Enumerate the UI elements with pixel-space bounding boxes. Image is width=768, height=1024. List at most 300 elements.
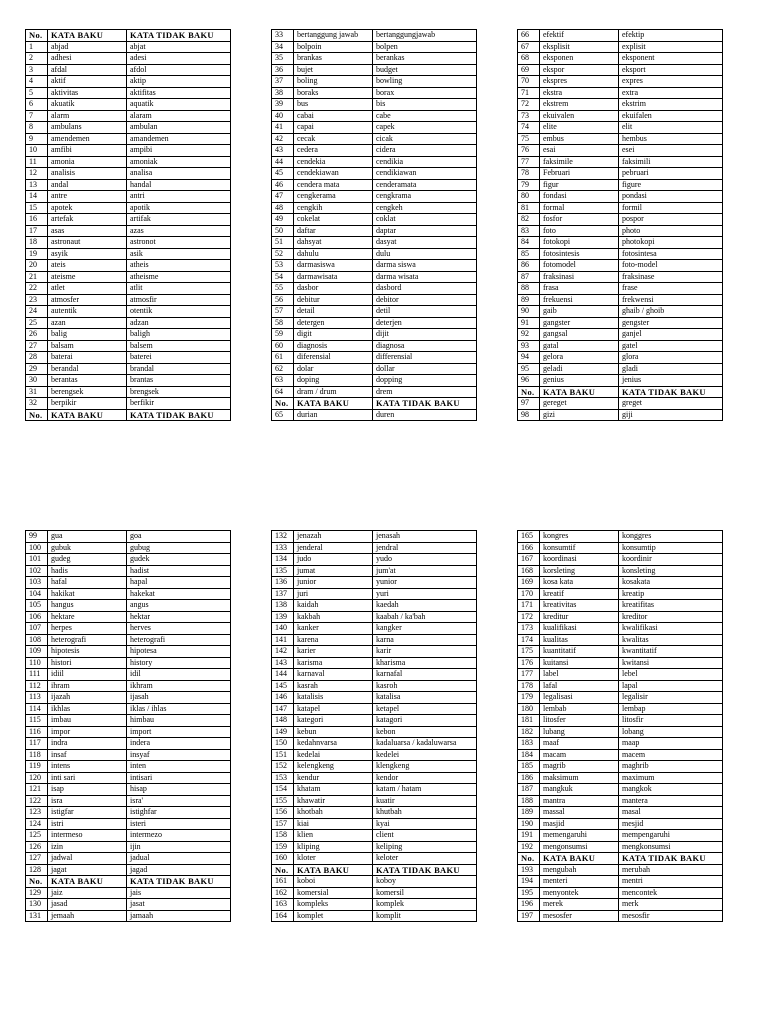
kata-baku: fondasi [540, 191, 619, 203]
table-row [272, 248, 477, 260]
row-number: 9 [26, 133, 48, 145]
row-number: 29 [26, 363, 48, 375]
kata-baku: kaidah [294, 600, 373, 612]
table-row [518, 841, 723, 853]
row-number: 32 [26, 398, 48, 410]
kata-baku: ekuivalen [540, 110, 619, 122]
kata-tidak-baku: isra' [127, 795, 231, 807]
kata-tidak-baku: kadaluarsa / kadaluwarsa [373, 738, 477, 750]
table-row [26, 294, 231, 306]
table-row [26, 830, 231, 842]
table-row [518, 409, 723, 421]
kata-tidak-baku: capek [373, 122, 477, 134]
row-number: 179 [518, 692, 540, 704]
row-number: No. [26, 409, 48, 421]
row-number: 19 [26, 248, 48, 260]
kata-baku: jumat [294, 565, 373, 577]
table-row [272, 554, 477, 566]
table-row [518, 726, 723, 738]
row-number: 137 [272, 588, 294, 600]
row-number: 56 [272, 294, 294, 306]
kata-baku: abjad [48, 41, 127, 53]
kata-baku: berengsek [48, 386, 127, 398]
table-row [26, 317, 231, 329]
kata-tidak-baku: kuatir [373, 795, 477, 807]
kata-tidak-baku: maghrib [619, 761, 723, 773]
kata-baku: balsam [48, 340, 127, 352]
kata-baku: asas [48, 225, 127, 237]
kata-baku: ihram [48, 680, 127, 692]
table-row [26, 237, 231, 249]
table-row [26, 214, 231, 226]
row-number: 177 [518, 669, 540, 681]
table-row [26, 715, 231, 727]
kata-tidak-baku: atlit [127, 283, 231, 295]
kata-baku: eksplisit [540, 41, 619, 53]
table-row [272, 703, 477, 715]
row-number: 140 [272, 623, 294, 635]
table-row [26, 853, 231, 865]
kata-tidak-baku: adesi [127, 53, 231, 65]
row-number: No. [26, 876, 48, 888]
header-row [518, 386, 723, 398]
kata-tidak-baku: cenderamata [373, 179, 477, 191]
row-number: 71 [518, 87, 540, 99]
row-number: 50 [272, 225, 294, 237]
table-row [272, 237, 477, 249]
vocab-table-1 [25, 29, 231, 421]
kata-tidak-baku: lembap [619, 703, 723, 715]
kata-baku: hadis [48, 565, 127, 577]
kata-baku: kreditur [540, 611, 619, 623]
kata-tidak-baku: mesjid [619, 818, 723, 830]
kata-tidak-baku: darma wisata [373, 271, 477, 283]
table-row [518, 611, 723, 623]
kata-baku: ekstrem [540, 99, 619, 111]
kata-baku: dasbor [294, 283, 373, 295]
table-row [272, 841, 477, 853]
kata-tidak-baku: cabe [373, 110, 477, 122]
row-number: No. [272, 398, 294, 410]
kata-baku: kualifikasi [540, 623, 619, 635]
kata-baku: diagnosis [294, 340, 373, 352]
table-row [518, 398, 723, 410]
table-row [518, 329, 723, 341]
row-number: 113 [26, 692, 48, 704]
table-row [518, 156, 723, 168]
row-number: 157 [272, 818, 294, 830]
kata-tidak-baku: idil [127, 669, 231, 681]
row-number: 55 [272, 283, 294, 295]
kata-tidak-baku: masal [619, 807, 723, 819]
kata-baku: intens [48, 761, 127, 773]
table-row [26, 646, 231, 658]
row-number: 159 [272, 841, 294, 853]
kata-tidak-baku: analisa [127, 168, 231, 180]
row-number: 172 [518, 611, 540, 623]
kata-tidak-baku: karna [373, 634, 477, 646]
table-row [26, 168, 231, 180]
table-row [272, 191, 477, 203]
table-row [26, 363, 231, 375]
table-row [272, 795, 477, 807]
table-row [518, 375, 723, 387]
table-row [26, 565, 231, 577]
row-number: 2 [26, 53, 48, 65]
table-row [518, 363, 723, 375]
kata-tidak-baku: KATA TIDAK BAKU [373, 398, 477, 410]
row-number: 86 [518, 260, 540, 272]
table-row [518, 830, 723, 842]
table-row [26, 248, 231, 260]
table-row [272, 692, 477, 704]
kata-baku: intermeso [48, 830, 127, 842]
row-number: No. [272, 864, 294, 876]
row-number: 171 [518, 600, 540, 612]
kata-baku: hipotesis [48, 646, 127, 658]
kata-baku: hakikat [48, 588, 127, 600]
kata-tidak-baku: berankas [373, 53, 477, 65]
table-row [26, 600, 231, 612]
kata-tidak-baku: keliping [373, 841, 477, 853]
table-row [26, 726, 231, 738]
kata-tidak-baku: ganjel [619, 329, 723, 341]
kata-baku: gudeg [48, 554, 127, 566]
kata-baku: kloter [294, 853, 373, 865]
table-row [26, 887, 231, 899]
row-number: 51 [272, 237, 294, 249]
kata-baku: ambulans [48, 122, 127, 134]
kata-tidak-baku: deterjen [373, 317, 477, 329]
kata-baku: imbau [48, 715, 127, 727]
kata-tidak-baku: cendikiawan [373, 168, 477, 180]
table-row [518, 887, 723, 899]
kata-tidak-baku: kwantitatif [619, 646, 723, 658]
row-number: 134 [272, 554, 294, 566]
row-number: 132 [272, 531, 294, 543]
row-number: 61 [272, 352, 294, 364]
kata-tidak-baku: ketapel [373, 703, 477, 715]
kata-baku: juri [294, 588, 373, 600]
kata-tidak-baku: katam / hatam [373, 784, 477, 796]
kata-baku: gaib [540, 306, 619, 318]
row-number: 145 [272, 680, 294, 692]
row-number: 92 [518, 329, 540, 341]
row-number: 103 [26, 577, 48, 589]
kata-tidak-baku: daptar [373, 225, 477, 237]
table-row [518, 669, 723, 681]
row-number: 77 [518, 156, 540, 168]
kata-tidak-baku: jagad [127, 864, 231, 876]
row-number: 178 [518, 680, 540, 692]
table-row [26, 76, 231, 88]
row-number: 95 [518, 363, 540, 375]
table-row [518, 646, 723, 658]
table-row [272, 784, 477, 796]
table-row [518, 542, 723, 554]
kata-baku: menyontek [540, 887, 619, 899]
row-number: 120 [26, 772, 48, 784]
row-number: 16 [26, 214, 48, 226]
kata-baku: KATA BAKU [48, 876, 127, 888]
row-number: 43 [272, 145, 294, 157]
kata-tidak-baku: drem [373, 386, 477, 398]
kata-tidak-baku: macem [619, 749, 723, 761]
table-row [518, 191, 723, 203]
kata-baku: jaiz [48, 887, 127, 899]
kata-baku: hangus [48, 600, 127, 612]
row-number: 192 [518, 841, 540, 853]
kata-baku: amfibi [48, 145, 127, 157]
row-number: 27 [26, 340, 48, 352]
kata-baku: hektare [48, 611, 127, 623]
kata-tidak-baku: frase [619, 283, 723, 295]
row-number: 162 [272, 887, 294, 899]
table-row [518, 271, 723, 283]
kata-tidak-baku: konggres [619, 531, 723, 543]
kata-tidak-baku: aktip [127, 76, 231, 88]
kata-baku: inti sari [48, 772, 127, 784]
row-number: 195 [518, 887, 540, 899]
kata-tidak-baku: figure [619, 179, 723, 191]
kata-baku: formal [540, 202, 619, 214]
table-row [272, 531, 477, 543]
kata-tidak-baku: komplek [373, 899, 477, 911]
kata-baku: cecak [294, 133, 373, 145]
table-row [518, 577, 723, 589]
kata-tidak-baku: KATA TIDAK BAKU [619, 853, 723, 865]
kata-baku: isap [48, 784, 127, 796]
kata-baku: karnaval [294, 669, 373, 681]
row-number: 70 [518, 76, 540, 88]
table-row [518, 761, 723, 773]
row-number: 128 [26, 864, 48, 876]
table-row [518, 30, 723, 42]
kata-tidak-baku: artifak [127, 214, 231, 226]
row-number: 35 [272, 53, 294, 65]
kata-baku: cendera mata [294, 179, 373, 191]
table-row [272, 179, 477, 191]
row-number: 17 [26, 225, 48, 237]
kata-baku: massal [540, 807, 619, 819]
row-number: 99 [26, 531, 48, 543]
kata-tidak-baku: atmosfir [127, 294, 231, 306]
kata-tidak-baku: KATA TIDAK BAKU [127, 30, 231, 42]
kata-baku: komplet [294, 910, 373, 922]
kata-baku: amendemen [48, 133, 127, 145]
kata-baku: maaf [540, 738, 619, 750]
row-number: 48 [272, 202, 294, 214]
row-number: 176 [518, 657, 540, 669]
table-row [26, 899, 231, 911]
row-number: 142 [272, 646, 294, 658]
row-number: 104 [26, 588, 48, 600]
row-number: 133 [272, 542, 294, 554]
kata-tidak-baku: hakekat [127, 588, 231, 600]
table-row [26, 531, 231, 543]
table-row [272, 386, 477, 398]
kata-tidak-baku: glora [619, 352, 723, 364]
table-row [272, 600, 477, 612]
kata-baku: jenazah [294, 531, 373, 543]
kata-tidak-baku: elit [619, 122, 723, 134]
kata-tidak-baku: kreatip [619, 588, 723, 600]
kata-baku: KATA BAKU [294, 864, 373, 876]
table-row [272, 409, 477, 421]
row-number: 88 [518, 283, 540, 295]
row-number: 49 [272, 214, 294, 226]
kata-tidak-baku: kreatifitas [619, 600, 723, 612]
kata-baku: diferensial [294, 352, 373, 364]
table-row [518, 214, 723, 226]
table-row [272, 761, 477, 773]
table-row [518, 87, 723, 99]
row-number: 118 [26, 749, 48, 761]
table-row [518, 53, 723, 65]
row-number: 185 [518, 761, 540, 773]
table-row [272, 634, 477, 646]
kata-tidak-baku: kangker [373, 623, 477, 635]
kata-baku: gelora [540, 352, 619, 364]
row-number: 13 [26, 179, 48, 191]
table-row [26, 87, 231, 99]
row-number: 186 [518, 772, 540, 784]
row-number: 39 [272, 99, 294, 111]
row-number: 65 [272, 409, 294, 421]
table-row [272, 830, 477, 842]
table-row [26, 669, 231, 681]
table-row [518, 237, 723, 249]
row-number: 38 [272, 87, 294, 99]
kata-tidak-baku: pondasi [619, 191, 723, 203]
kata-baku: idiil [48, 669, 127, 681]
kata-tidak-baku: pebruari [619, 168, 723, 180]
kata-baku: kongres [540, 531, 619, 543]
row-number: 83 [518, 225, 540, 237]
kata-baku: KATA BAKU [48, 30, 127, 42]
kata-tidak-baku: jenasah [373, 531, 477, 543]
table-row [518, 703, 723, 715]
table-row [272, 260, 477, 272]
table-row [26, 623, 231, 635]
table-row [272, 156, 477, 168]
kata-baku: junior [294, 577, 373, 589]
row-number: 81 [518, 202, 540, 214]
header-row [26, 30, 231, 42]
header-row [518, 853, 723, 865]
kata-tidak-baku: ambulan [127, 122, 231, 134]
table-row [26, 64, 231, 76]
table-row [518, 623, 723, 635]
kata-baku: histori [48, 657, 127, 669]
kata-tidak-baku: pospor [619, 214, 723, 226]
kata-baku: cengkih [294, 202, 373, 214]
kata-tidak-baku: indera [127, 738, 231, 750]
header-row [26, 876, 231, 888]
row-number: 152 [272, 761, 294, 773]
row-number: 109 [26, 646, 48, 658]
row-number: 73 [518, 110, 540, 122]
kata-baku: koboi [294, 876, 373, 888]
table-row [518, 76, 723, 88]
kata-tidak-baku: maximum [619, 772, 723, 784]
kata-baku: KATA BAKU [540, 386, 619, 398]
kata-tidak-baku: ampibi [127, 145, 231, 157]
kata-baku: ikhlas [48, 703, 127, 715]
kata-baku: detail [294, 306, 373, 318]
kata-tidak-baku: differensial [373, 352, 477, 364]
row-number: 106 [26, 611, 48, 623]
table-row [518, 352, 723, 364]
kata-baku: atlet [48, 283, 127, 295]
kata-tidak-baku: mentri [619, 876, 723, 888]
row-number: 89 [518, 294, 540, 306]
kata-tidak-baku: kwalifikasi [619, 623, 723, 635]
row-number: 67 [518, 41, 540, 53]
kata-tidak-baku: katagori [373, 715, 477, 727]
kata-baku: dolar [294, 363, 373, 375]
row-number: 97 [518, 398, 540, 410]
kata-tidak-baku: detil [373, 306, 477, 318]
kata-tidak-baku: kaabah / ka'bah [373, 611, 477, 623]
kata-tidak-baku: hapal [127, 577, 231, 589]
kata-baku: darmawisata [294, 271, 373, 283]
kata-baku: boling [294, 76, 373, 88]
kata-baku: KATA BAKU [294, 398, 373, 410]
table-row [26, 818, 231, 830]
table-row [272, 680, 477, 692]
row-number: 193 [518, 864, 540, 876]
row-number: 26 [26, 329, 48, 341]
row-number: 154 [272, 784, 294, 796]
table-row [272, 738, 477, 750]
table-row [518, 145, 723, 157]
table-row [26, 577, 231, 589]
kata-tidak-baku: debitor [373, 294, 477, 306]
kata-baku: astronaut [48, 237, 127, 249]
kata-tidak-baku: cengkeh [373, 202, 477, 214]
table-row [26, 271, 231, 283]
kata-baku: fotomodel [540, 260, 619, 272]
row-number: 37 [272, 76, 294, 88]
kata-tidak-baku: yunior [373, 577, 477, 589]
kata-tidak-baku: gudek [127, 554, 231, 566]
kata-baku: karisma [294, 657, 373, 669]
kata-baku: kreativitas [540, 600, 619, 612]
table-row [518, 260, 723, 272]
kata-tidak-baku: lebel [619, 669, 723, 681]
table-row [272, 363, 477, 375]
kata-tidak-baku: baterei [127, 352, 231, 364]
table-row [272, 565, 477, 577]
row-number: 161 [272, 876, 294, 888]
row-number: 189 [518, 807, 540, 819]
kata-tidak-baku: klengkeng [373, 761, 477, 773]
kata-tidak-baku: hadist [127, 565, 231, 577]
kata-tidak-baku: adzan [127, 317, 231, 329]
kata-tidak-baku: bowling [373, 76, 477, 88]
row-number: 124 [26, 818, 48, 830]
row-number: 182 [518, 726, 540, 738]
row-number: 170 [518, 588, 540, 600]
table-row [518, 899, 723, 911]
row-number: 84 [518, 237, 540, 249]
header-row [272, 864, 477, 876]
row-number: 153 [272, 772, 294, 784]
row-number: 144 [272, 669, 294, 681]
kata-tidak-baku: baligh [127, 329, 231, 341]
row-number: 44 [272, 156, 294, 168]
